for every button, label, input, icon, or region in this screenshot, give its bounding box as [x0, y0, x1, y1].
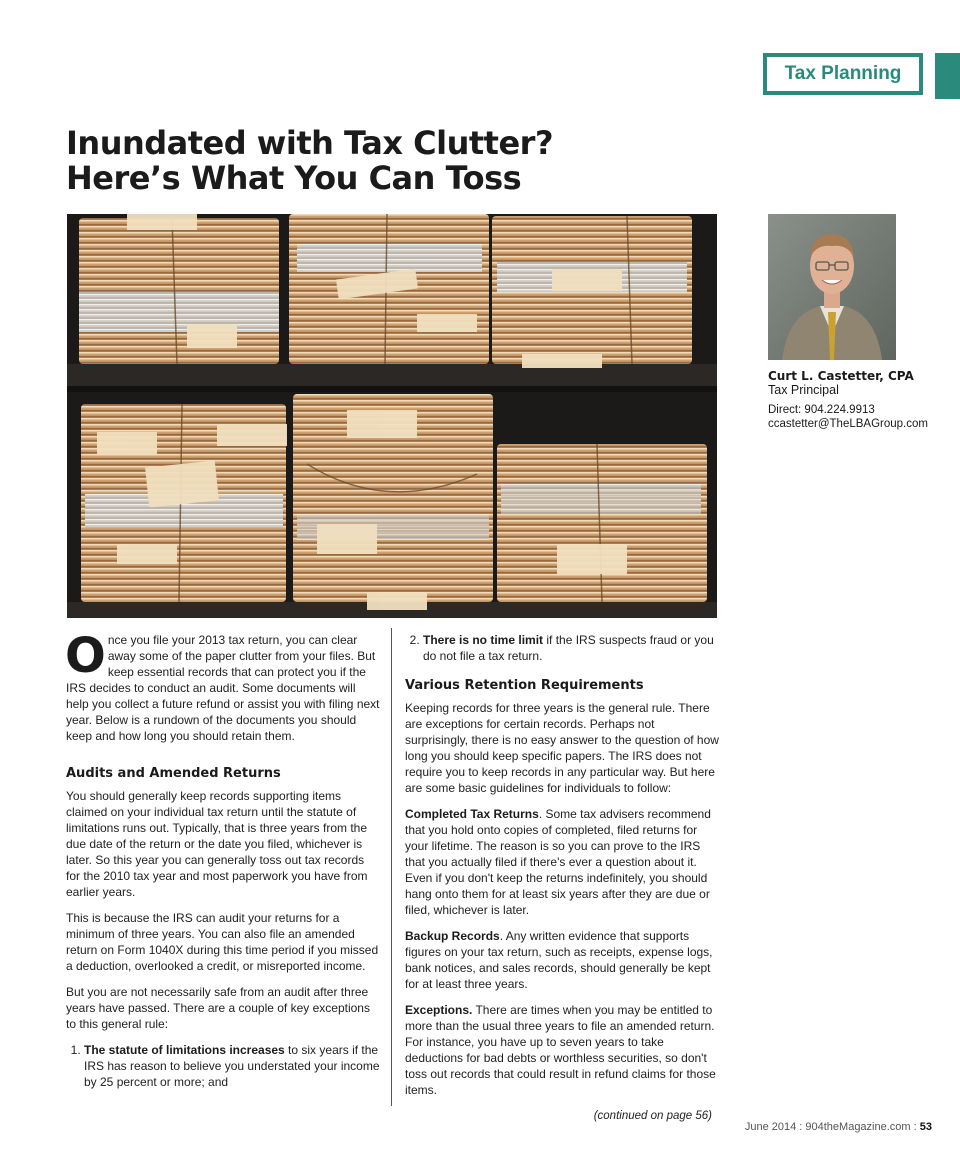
- author-email: ccastetter@TheLBAGroup.com: [768, 418, 928, 430]
- article-column-2: [405, 632, 720, 1124]
- author-portrait-illustration: [768, 214, 896, 360]
- article-column-1: [65, 628, 380, 1096]
- column-divider: [391, 628, 392, 1106]
- author-info: [768, 369, 958, 431]
- section-tag: [763, 53, 923, 95]
- continued-note: (continued on page 56): [593, 1110, 712, 1122]
- intro-paragraph: [65, 628, 380, 744]
- article-title-line1: Inundated with Tax Clutter?: [66, 124, 553, 162]
- list-item-lead: There is no time limit: [423, 633, 544, 647]
- paragraph: Keeping records for three years is the general rule. There are exceptions for certain records. Perhaps not surprisingly, there is no easy answer to the question of how long you should keep specific papers. The IRS does not require you to keep records in any particular way. But here are some basic guidelines for individuals to follow:: [405, 701, 719, 795]
- drop-cap: O: [65, 628, 106, 684]
- paragraph-text: . Any written evidence that supports figures on your tax return, such as receipts, expense logs, bank notices, and sales records, should generally be kept for at least three years.: [405, 929, 713, 991]
- paragraph-lead: Backup Records: [405, 929, 500, 943]
- section-tag-label: Tax Planning: [784, 63, 902, 84]
- author-phone: Direct: 904.224.9913: [768, 404, 875, 416]
- paragraph-text: . Some tax advisers recommend that you hold onto copies of completed, filed returns for your lifetime. The reason is so you can prove to the IRS that you actually filed if there's ever a question about it. Even if you don't keep the returns indefinitely, you should hang onto them for at least six years after they are due or filed, whichever is later.: [405, 807, 711, 917]
- paragraph: [405, 806, 720, 918]
- exceptions-list: [66, 1042, 380, 1090]
- section-tag-bar: [935, 53, 960, 99]
- paragraph: [405, 928, 720, 992]
- page-footer: [745, 1121, 932, 1133]
- author-photo: [768, 214, 896, 360]
- article-title-line2: Here’s What You Can Toss: [66, 159, 522, 197]
- subheading-audits: Audits and Amended Returns: [66, 766, 281, 781]
- paper-stacks-photo: [67, 214, 717, 618]
- exceptions-list-continued: [405, 632, 720, 664]
- paragraph: [405, 1002, 720, 1098]
- list-item-lead: The statute of limitations increases: [84, 1043, 285, 1057]
- paragraph: This is because the IRS can audit your returns for a minimum of three years. You can also file an amended return on Form 1040X during this time period if you missed a deduction, overlooked a credit, or misreported income.: [66, 911, 379, 973]
- paragraph-lead: Completed Tax Returns: [405, 807, 539, 821]
- list-item-text: if the IRS suspects fraud or you do not file a tax return.: [423, 633, 714, 663]
- list-item: [84, 1042, 380, 1090]
- paragraph-lead: Exceptions.: [405, 1003, 473, 1017]
- footer-text: June 2014 : 904theMagazine.com :: [744, 1121, 920, 1133]
- list-item-text: to six years if the IRS has reason to believe you understated your income by 25 percent or more; and: [84, 1043, 380, 1089]
- paper-stacks-illustration: [67, 214, 717, 618]
- paragraph: But you are not necessarily safe from an audit after three years have passed. There are a couple of key exceptions to this general rule:: [66, 985, 370, 1031]
- list-item: [423, 632, 720, 664]
- author-role: Tax Principal: [768, 383, 839, 397]
- paragraph: You should generally keep records supporting items claimed on your individual tax return until the statute of limitations runs out. Typically, that is three years from the due date of the return or the date you filed, whichever is later. So this year you can generally toss out tax records for the 2010 tax year and most paperwork you have from earlier years.: [66, 789, 368, 899]
- page-number: 53: [919, 1121, 932, 1133]
- paragraph-text: There are times when you may be entitled to more than the usual three years to file an amended return. For instance, you have up to seven years to take deductions for bad debts or worthless securities, so don't toss out records that could result in refund claims for those items.: [405, 1003, 716, 1097]
- intro-text: nce you file your 2013 tax return, you can clear away some of the paper clutter from your files. But keep essential records that can protect you if the IRS decides to conduct an audit. Some documents will help you collect a future refund or assist you with filing next year. Below is a rundown of the documents you should keep and how long you should retain them.: [66, 633, 380, 743]
- author-name: Curt L. Castetter, CPA: [768, 369, 914, 383]
- subheading-retention: Various Retention Requirements: [405, 678, 644, 693]
- article-title: [66, 126, 706, 196]
